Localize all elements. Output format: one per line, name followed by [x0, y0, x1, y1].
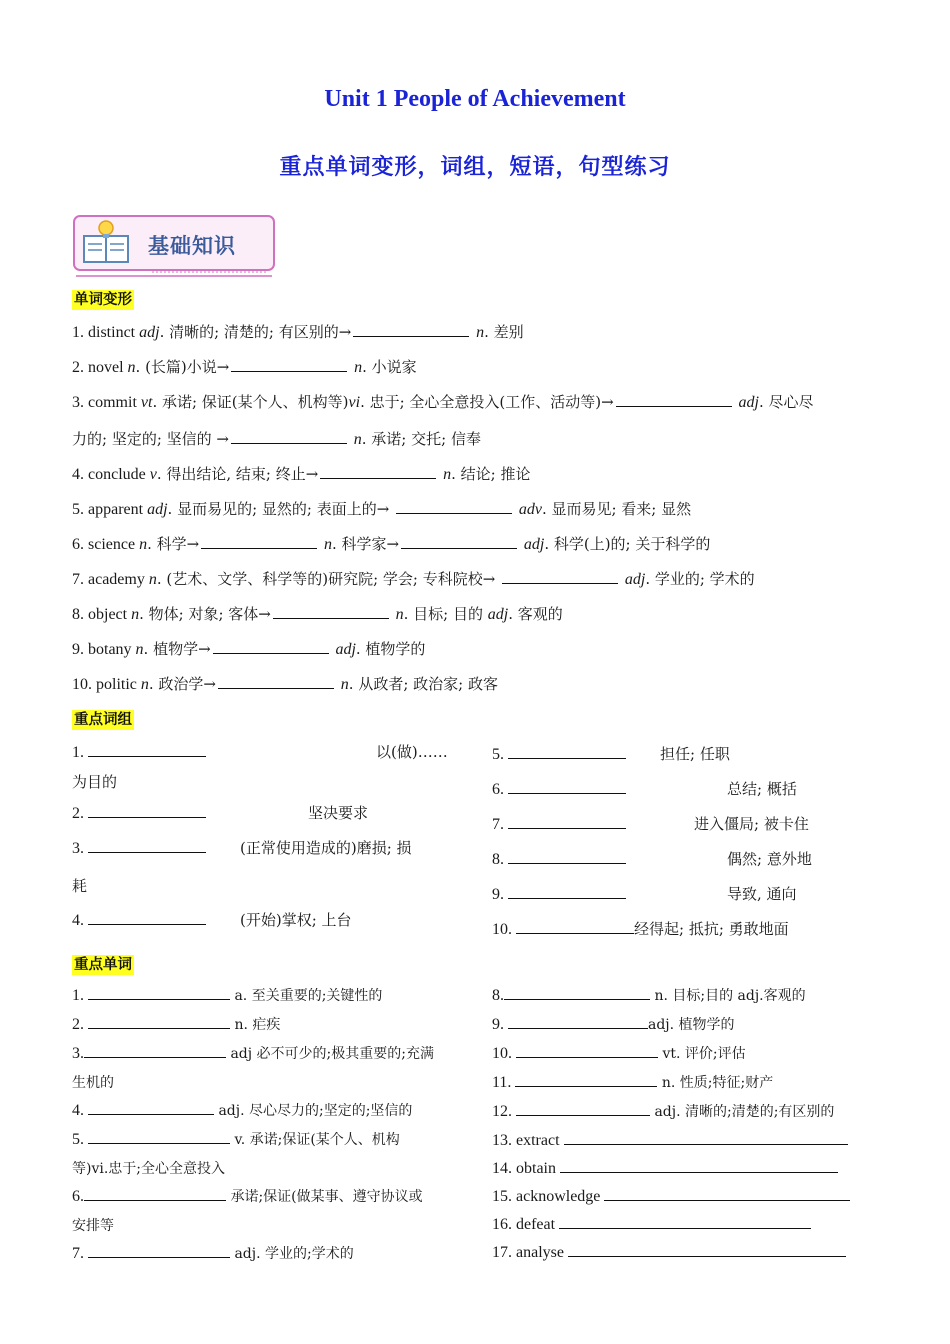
answer-blank[interactable]	[84, 1044, 226, 1058]
word-item: 3. adj 必不可少的;极其重要的;充满	[72, 1045, 434, 1062]
answer-blank[interactable]	[516, 919, 634, 934]
phrase-item: 9.	[492, 884, 626, 905]
answer-blank[interactable]	[396, 499, 512, 514]
answer-blank[interactable]	[508, 849, 626, 864]
list-item: 10. politic n. 政治学→ n. 从政者; 政治家; 政客	[72, 675, 498, 693]
word-item: 14. obtain	[492, 1159, 838, 1179]
answer-blank[interactable]	[231, 357, 347, 372]
section-heading-phrases: 重点词组	[74, 712, 132, 728]
phrase-item: 1.	[72, 742, 206, 763]
word-item: 9. adj. 植物学的	[492, 1016, 735, 1033]
answer-blank[interactable]	[508, 884, 626, 899]
phrase-item: 3.	[72, 838, 206, 859]
answer-blank[interactable]	[564, 1131, 848, 1145]
answer-blank[interactable]	[231, 429, 347, 444]
word-item: 8. n. 目标;目的 adj.客观的	[492, 987, 806, 1004]
answer-blank[interactable]	[502, 569, 618, 584]
answer-blank[interactable]	[515, 1073, 657, 1087]
answer-blank[interactable]	[616, 392, 732, 407]
phrase-meaning: 担任; 任职	[660, 745, 730, 763]
answer-blank[interactable]	[88, 1101, 214, 1115]
section-heading-key-words: 重点单词	[74, 957, 132, 973]
phrase-item: 10. 经得起; 抵抗; 勇敢地面	[492, 920, 789, 938]
answer-blank[interactable]	[201, 534, 317, 549]
answer-blank[interactable]	[401, 534, 517, 549]
word-item: 16. defeat	[492, 1215, 811, 1235]
word-item: 13. extract	[492, 1131, 848, 1151]
answer-blank[interactable]	[88, 803, 206, 818]
word-item: 11. n. 性质;特征;财产	[492, 1074, 774, 1091]
list-item: 1. distinct adj. 清晰的; 清楚的; 有区别的→ n. 差别	[72, 323, 524, 341]
word-item: 17. analyse	[492, 1243, 846, 1263]
list-item: 3. commit vt. 承诺; 保证(某个人、机构等)vi. 忠于; 全心全意投入(工作、活动等)→ adj. 尽心尽	[72, 393, 814, 411]
answer-blank[interactable]	[516, 1102, 650, 1116]
answer-blank[interactable]	[604, 1187, 850, 1201]
phrase-meaning: 偶然; 意外地	[727, 850, 812, 868]
list-item: 2. novel n. (长篇)小说→ n. 小说家	[72, 358, 417, 376]
banner-label: 基础知识	[148, 234, 236, 258]
list-item: 5. apparent adj. 显而易见的; 显然的; 表面上的→ adv. 显而易见; 看来; 显然	[72, 500, 692, 518]
answer-blank[interactable]	[273, 604, 389, 619]
word-item: 7. adj. 学业的;学术的	[72, 1245, 354, 1262]
answer-blank[interactable]	[568, 1243, 846, 1257]
list-item: 7. academy n. (艺术、文学、科学等的)研究院; 学会; 专科院校→ adj. 学业的; 学术的	[72, 570, 755, 588]
answer-blank[interactable]	[218, 674, 334, 689]
answer-blank[interactable]	[213, 639, 329, 654]
section-heading-word-forms: 单词变形	[74, 292, 132, 308]
phrase-item: 6.	[492, 779, 626, 800]
word-item-cont: 生机的	[72, 1075, 114, 1091]
list-item: 8. object n. 物体; 对象; 客体→ n. 目标; 目的 adj. 客观的	[72, 605, 563, 623]
word-item: 2. n. 疟疾	[72, 1016, 281, 1033]
phrase-item: 5.	[492, 744, 626, 765]
list-item: 6. science n. 科学→ n. 科学家→ adj. 科学(上)的; 关于科学的	[72, 535, 711, 553]
word-item-cont: 安排等	[72, 1218, 114, 1234]
answer-blank[interactable]	[88, 910, 206, 925]
unit-title: Unit 1 People of Achievement	[324, 86, 626, 112]
answer-blank[interactable]	[504, 986, 650, 1000]
answer-blank[interactable]	[88, 838, 206, 853]
phrase-item: 4.	[72, 910, 206, 931]
word-item: 6. 承诺;保证(做某事、遵守协议或	[72, 1188, 423, 1205]
answer-blank[interactable]	[508, 779, 626, 794]
answer-blank[interactable]	[320, 464, 436, 479]
answer-blank[interactable]	[508, 814, 626, 829]
word-item: 1. a. 至关重要的;关键性的	[72, 987, 383, 1004]
answer-blank[interactable]	[516, 1044, 658, 1058]
phrase-meaning: 导致, 通向	[727, 885, 797, 903]
phrase-meaning: 总结; 概括	[727, 780, 797, 798]
answer-blank[interactable]	[559, 1215, 811, 1229]
word-item: 10. vt. 评价;评估	[492, 1045, 746, 1062]
answer-blank[interactable]	[560, 1159, 838, 1173]
list-item: 9. botany n. 植物学→ adj. 植物学的	[72, 640, 426, 658]
phrase-item: 7.	[492, 814, 626, 835]
answer-blank[interactable]	[88, 742, 206, 757]
word-item: 15. acknowledge	[492, 1187, 850, 1207]
answer-blank[interactable]	[353, 322, 469, 337]
answer-blank[interactable]	[88, 1244, 230, 1258]
word-item-cont: 等)vi.忠于;全心全意投入	[72, 1161, 226, 1177]
worksheet-subtitle: 重点单词变形，词组，短语，句型练习	[279, 155, 671, 180]
answer-blank[interactable]	[508, 744, 626, 759]
word-item: 12. adj. 清晰的;清楚的;有区别的	[492, 1103, 835, 1120]
phrase-meaning: (开始)掌权; 上台	[240, 911, 352, 929]
list-item: 4. conclude v. 得出结论, 结束; 终止→ n. 结论; 推论	[72, 465, 531, 483]
phrase-meaning: 进入僵局; 被卡住	[694, 815, 809, 833]
phrase-meaning: (正常使用造成的)磨损; 损	[240, 839, 412, 857]
word-item: 5. v. 承诺;保证(某个人、机构	[72, 1131, 400, 1148]
answer-blank[interactable]	[508, 1015, 648, 1029]
answer-blank[interactable]	[84, 1187, 226, 1201]
answer-blank[interactable]	[88, 1130, 230, 1144]
phrase-meaning-cont: 耗	[72, 877, 88, 895]
phrase-item: 8.	[492, 849, 626, 870]
answer-blank[interactable]	[88, 986, 230, 1000]
phrase-meaning: 坚决要求	[308, 804, 369, 822]
section-banner	[72, 214, 278, 280]
phrase-meaning-cont: 为目的	[72, 773, 118, 791]
list-item: 力的; 坚定的; 坚信的 → n. 承诺; 交托; 信奉	[72, 430, 481, 448]
answer-blank[interactable]	[88, 1015, 230, 1029]
phrase-item: 2.	[72, 803, 206, 824]
word-item: 4. adj. 尽心尽力的;坚定的;坚信的	[72, 1102, 413, 1119]
phrase-meaning: 以(做)……	[376, 743, 448, 761]
